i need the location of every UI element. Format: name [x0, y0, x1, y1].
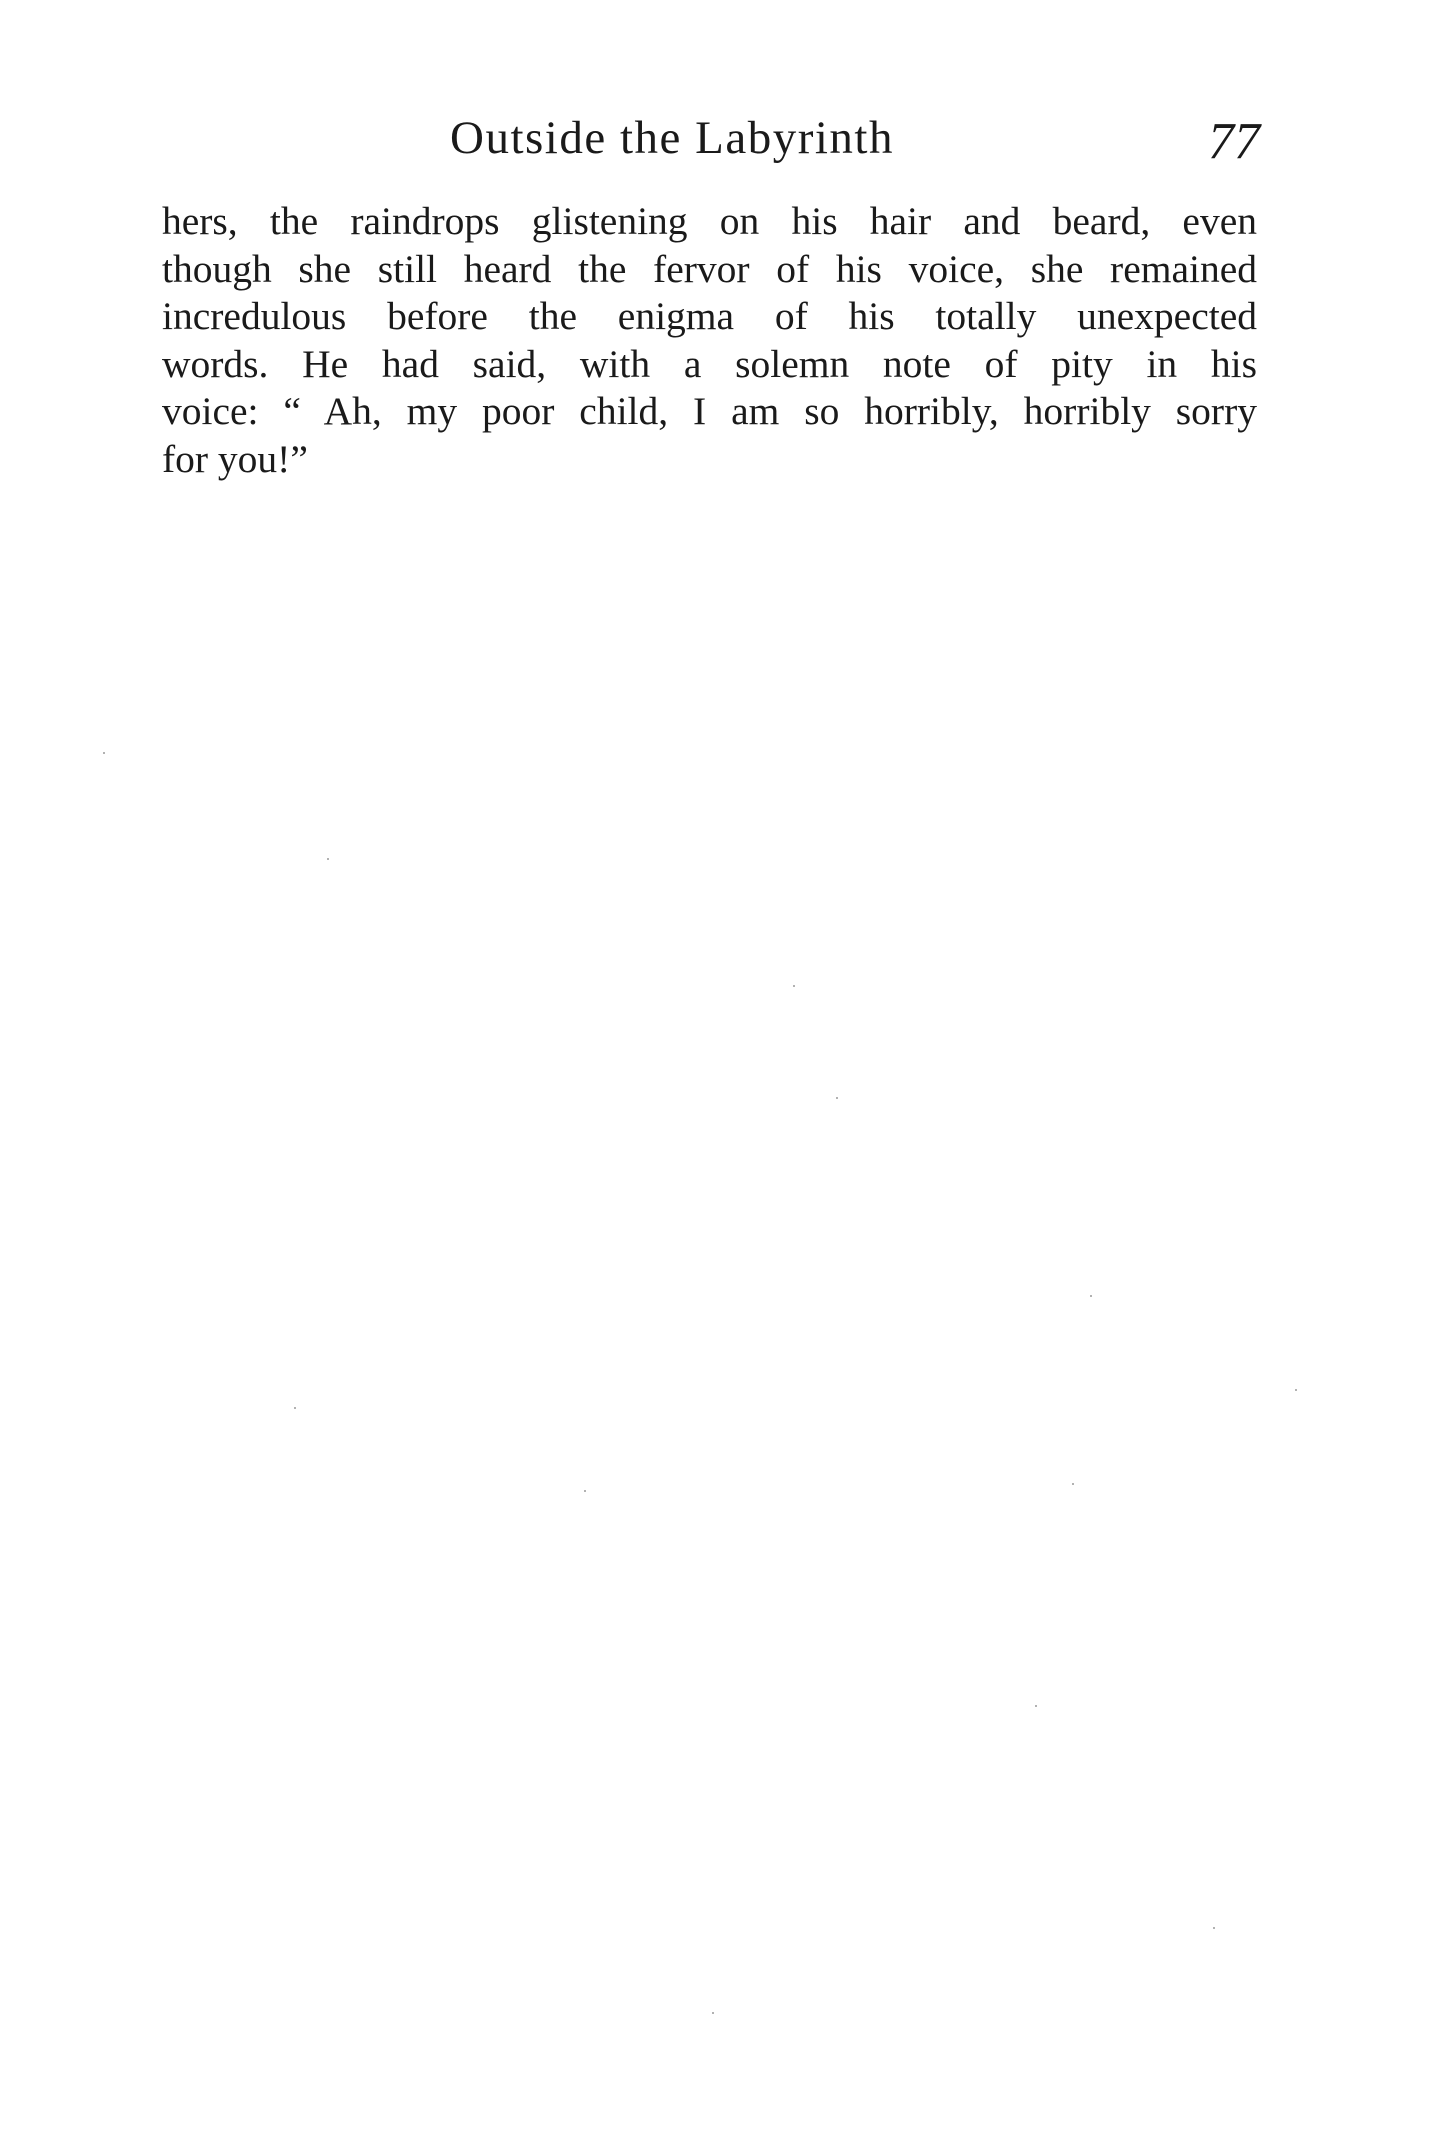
- scan-speck: [836, 1097, 838, 1099]
- scan-speck: [1072, 1483, 1074, 1485]
- body-paragraph: [162, 198, 1257, 483]
- scan-speck: [103, 752, 105, 754]
- scan-speck: [1090, 1295, 1092, 1297]
- scan-speck: [793, 985, 795, 987]
- page-number: 77: [1208, 113, 1260, 170]
- chapter-title: Outside the Labyrinth: [450, 112, 894, 164]
- scan-speck: [327, 858, 329, 860]
- scan-speck: [1035, 1705, 1037, 1707]
- scan-speck: [1295, 1389, 1297, 1391]
- text-line: incredulous before the enigma of his totally unexpected: [162, 294, 1257, 338]
- text-line: though she still heard the fervor of his voice, she remained: [162, 246, 1257, 291]
- scan-speck: [1213, 1927, 1215, 1929]
- text-line: hers, the raindrops glistening on his hair and beard, even: [162, 199, 1257, 243]
- scan-speck: [712, 2012, 714, 2014]
- running-head: [160, 108, 1260, 168]
- scan-speck: [294, 1407, 296, 1409]
- scan-speck: [584, 1490, 586, 1492]
- text-line: voice: “ Ah, my poor child, I am so horribly, horribly sorry: [162, 389, 1257, 433]
- text-line: words. He had said, with a solemn note of pity in his: [162, 341, 1257, 386]
- text-line: for you!”: [162, 436, 308, 481]
